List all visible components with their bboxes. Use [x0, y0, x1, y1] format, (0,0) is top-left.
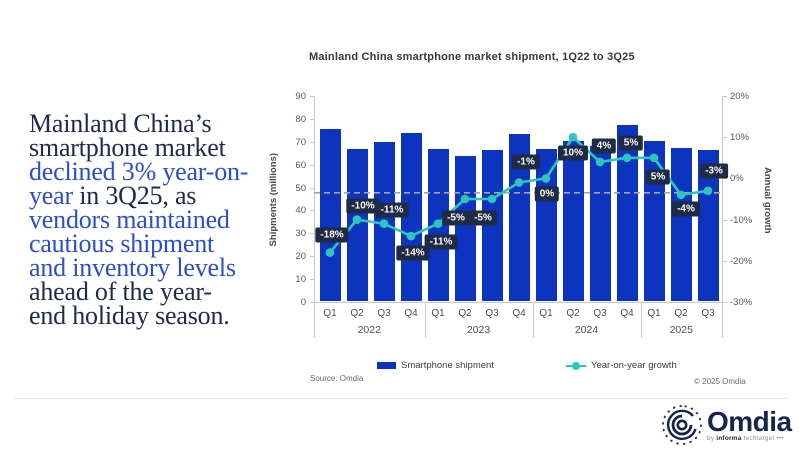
right-axis-tick — [723, 96, 727, 97]
right-axis-tick-label: -30% — [730, 297, 753, 308]
growth-value-label: -3% — [700, 163, 728, 178]
growth-value-label: -18% — [315, 227, 348, 242]
left-axis-tick-label: 50 — [295, 182, 306, 194]
insight-line: vendors maintained — [29, 205, 230, 234]
right-axis-tick — [723, 178, 727, 179]
growth-legend-swatch — [566, 362, 586, 370]
left-axis-tick-label: 90 — [295, 91, 306, 102]
footer-divider — [14, 398, 788, 399]
left-axis-tick-label: 20 — [295, 251, 306, 263]
growth-value-label: -4% — [672, 201, 700, 216]
left-axis-tick — [310, 119, 314, 120]
insight-line: smartphone market — [29, 133, 226, 162]
left-axis-tick — [310, 210, 314, 211]
right-axis-title: Annual growth — [762, 166, 773, 234]
insight-line: and inventory levels — [29, 253, 236, 282]
x-axis-quarter-label: Q1 — [431, 308, 445, 319]
copyright-note: © 2025 Omdia — [694, 377, 746, 386]
x-axis-line — [314, 302, 722, 303]
left-axis-tick-label: 10 — [295, 274, 306, 286]
shipment-bar — [320, 129, 341, 301]
shipment-legend-swatch — [377, 362, 396, 369]
growth-value-label: -11% — [425, 234, 458, 249]
x-axis-quarter-label: Q3 — [377, 308, 391, 319]
legend-label-growth: Year-on-year growth — [591, 360, 677, 371]
left-axis-tick — [310, 96, 314, 97]
x-axis-quarter-label: Q2 — [350, 308, 364, 319]
left-axis-tick-label: 70 — [295, 136, 306, 148]
growth-value-label: 4% — [592, 138, 616, 153]
left-axis-tick-label: 60 — [295, 159, 306, 171]
year-group-divider — [533, 302, 534, 338]
insight-line: ahead of the year- — [29, 277, 212, 306]
x-axis-quarter-label: Q3 — [593, 308, 607, 319]
left-axis-tick-label: 80 — [295, 113, 306, 125]
x-axis-quarter-label: Q4 — [620, 308, 634, 319]
shipment-bar — [563, 141, 584, 301]
omdia-logo — [660, 403, 792, 447]
x-axis-quarter-label: Q2 — [566, 308, 580, 319]
left-axis-tick — [310, 279, 314, 280]
x-axis-quarter-label: Q1 — [539, 308, 553, 319]
left-axis-tick — [310, 188, 314, 189]
omdia-logo-wordmark: Omdia — [707, 405, 792, 437]
growth-value-label: 5% — [646, 169, 670, 184]
left-axis-tick-label: 40 — [295, 205, 306, 217]
right-axis-tick-label: -20% — [730, 255, 753, 267]
left-axis-tick — [310, 142, 314, 143]
year-group-divider — [722, 302, 723, 338]
growth-value-label: 10% — [558, 146, 588, 161]
growth-value-label: -14% — [396, 246, 429, 261]
year-group-divider — [641, 302, 642, 338]
left-axis-tick-label: 30 — [295, 228, 306, 240]
shipment-bar — [347, 149, 368, 301]
insight-line: year in 3Q25, as — [29, 181, 197, 210]
shipment-bar — [536, 149, 557, 301]
right-axis-line — [722, 96, 723, 302]
shipment-bar — [617, 125, 638, 301]
x-axis-year-label: 2022 — [357, 324, 381, 336]
growth-value-label: 0% — [535, 187, 559, 202]
shipment-bar — [644, 141, 665, 301]
insight-line: end holiday season. — [29, 301, 230, 330]
shipment-bar — [455, 156, 476, 301]
right-axis-tick-label: 0% — [730, 173, 744, 185]
insight-line: Mainland China’s — [29, 109, 212, 138]
growth-value-label: -5% — [469, 211, 497, 226]
x-axis-quarter-label: Q1 — [323, 308, 337, 319]
left-axis-line — [314, 96, 315, 302]
left-axis-tick — [310, 165, 314, 166]
right-axis-tick — [723, 302, 727, 303]
growth-value-label: -10% — [346, 198, 379, 213]
x-axis-year-label: 2025 — [669, 324, 693, 336]
right-axis-tick — [723, 137, 727, 138]
legend-item-shipment — [377, 360, 494, 371]
right-axis-tick — [723, 261, 727, 262]
legend-label-shipment: Smartphone shipment — [401, 360, 494, 371]
x-axis-quarter-label: Q3 — [485, 308, 499, 319]
source-note: Source: Omdia — [310, 374, 364, 383]
insight-line: declined 3% year-on- — [29, 157, 249, 186]
x-axis-year-label: 2024 — [574, 324, 599, 336]
left-axis-title: Shipments (millions) — [268, 153, 279, 247]
insight-text — [29, 109, 249, 330]
x-axis-year-label: 2023 — [466, 324, 491, 336]
right-axis-tick-label: -10% — [730, 214, 753, 226]
year-group-divider — [314, 302, 315, 338]
growth-value-label: 5% — [619, 135, 643, 150]
growth-value-label: -11% — [376, 202, 409, 217]
omdia-logo-tagline: by informa techtarget ••• — [707, 434, 784, 442]
x-axis-quarter-label: Q1 — [647, 308, 661, 319]
x-axis-quarter-label: Q3 — [701, 308, 715, 319]
shipment-bar — [590, 146, 611, 301]
left-axis-tick — [310, 256, 314, 257]
growth-value-label: -5% — [442, 211, 470, 226]
chart-title: Mainland China smartphone market shipment, 1Q22 to 3Q25 — [309, 51, 635, 63]
legend-item-growth — [566, 360, 677, 371]
left-axis-tick-label: 0 — [300, 297, 306, 308]
x-axis-quarter-label: Q2 — [458, 308, 472, 319]
insight-line: cautious shipment — [29, 229, 215, 258]
right-axis-tick-label: 20% — [730, 91, 750, 102]
x-axis-quarter-label: Q4 — [512, 308, 526, 319]
left-axis-tick — [310, 233, 314, 234]
omdia-logo-icon — [660, 403, 704, 447]
x-axis-quarter-label: Q4 — [404, 308, 418, 319]
year-group-divider — [425, 302, 426, 338]
shipment-bar — [374, 142, 395, 301]
right-axis-tick — [723, 220, 727, 221]
right-axis-tick-label: 10% — [730, 132, 750, 144]
shipment-bar — [671, 148, 692, 302]
growth-value-label: -1% — [512, 154, 540, 169]
x-axis-quarter-label: Q2 — [674, 308, 688, 319]
